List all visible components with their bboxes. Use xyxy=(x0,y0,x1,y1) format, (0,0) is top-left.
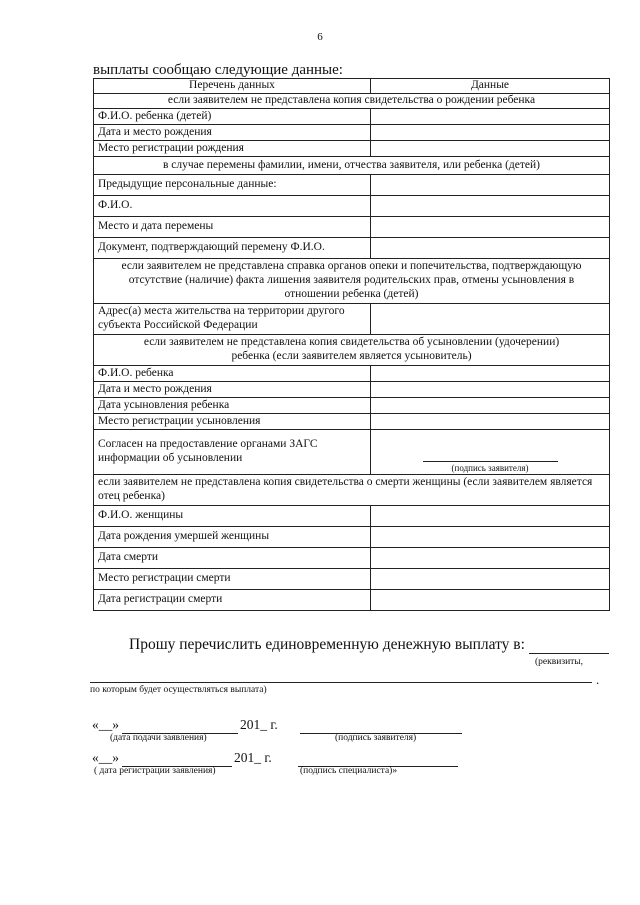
data-table xyxy=(93,78,610,611)
table-row xyxy=(94,506,610,527)
payment-request-text: Прошу перечислить единовременную денежную выплату в: xyxy=(129,636,525,653)
data-cell[interactable] xyxy=(371,548,610,569)
row-label: Адрес(а) места жительства на территории другого субъекта Российской Федерации xyxy=(94,304,371,335)
page-number: 6 xyxy=(317,31,323,43)
requisites-hint-2: по которым будет осуществляться выплата) xyxy=(90,685,267,695)
data-cell[interactable] xyxy=(371,217,610,238)
intro-text: выплаты сообщаю следующие данные: xyxy=(93,62,343,78)
row-label: Ф.И.О. ребенка (детей) xyxy=(94,109,371,125)
row-label: Дата регистрации смерти xyxy=(94,590,371,611)
table-row xyxy=(94,366,610,382)
requisites-line-field[interactable] xyxy=(90,682,592,683)
table-row xyxy=(94,238,610,259)
date-quote-1: «__» xyxy=(92,717,119,732)
table-row xyxy=(94,125,610,141)
data-cell[interactable] xyxy=(371,398,610,414)
year-1: 201_ г. xyxy=(240,717,278,732)
applicant-signature-hint: (подпись заявителя) xyxy=(335,733,417,743)
section-custody-title: если заявителем не представлена справка органов опеки и попечительства, подтверждающую отсутствие (наличие) факта лишения заявителя родительских прав, отмены усыновления в отношении ребенка (детей) xyxy=(94,259,610,304)
table-row xyxy=(94,382,610,398)
section-death-title-row xyxy=(94,475,610,506)
section-birth-title-row xyxy=(94,94,610,109)
table-row xyxy=(94,304,610,335)
table-row xyxy=(94,527,610,548)
row-label: Дата и место рождения xyxy=(94,382,371,398)
section-adoption-title: если заявителем не представлена копия свидетельства об усыновлении (удочерении) ребенка (если заявителем является усыновитель) xyxy=(94,335,610,366)
section-adoption-title-row xyxy=(94,335,610,366)
table-row xyxy=(94,569,610,590)
table-row xyxy=(94,398,610,414)
data-cell[interactable] xyxy=(371,175,610,196)
header-data: Данные xyxy=(371,79,610,94)
row-label: Место регистрации смерти xyxy=(94,569,371,590)
table-row xyxy=(94,141,610,157)
row-label: Ф.И.О. xyxy=(94,196,371,217)
data-cell[interactable] xyxy=(371,238,610,259)
data-cell[interactable] xyxy=(371,590,610,611)
table-row xyxy=(94,175,610,196)
row-label: Документ, подтверждающий перемену Ф.И.О. xyxy=(94,238,371,259)
row-label: Место и дата перемены xyxy=(94,217,371,238)
section-name-change-title-row xyxy=(94,157,610,175)
row-label: Дата и место рождения xyxy=(94,125,371,141)
application-date-hint: (дата подачи заявления) xyxy=(110,733,207,743)
section-birth-title: если заявителем не представлена копия свидетельства о рождении ребенка xyxy=(94,94,610,109)
payment-request xyxy=(129,636,609,654)
data-cell[interactable] xyxy=(371,569,610,590)
consent-label: Согласен на предоставление органами ЗАГС информации об усыновлении xyxy=(94,430,371,475)
row-label: Дата смерти xyxy=(94,548,371,569)
requisites-field[interactable] xyxy=(529,639,609,654)
table-row xyxy=(94,590,610,611)
row-label: Ф.И.О. женщины xyxy=(94,506,371,527)
consent-signature-hint: (подпись заявителя) xyxy=(423,461,558,474)
table-header-row xyxy=(94,79,610,94)
table-row xyxy=(94,109,610,125)
registration-date-hint: ( дата регистрации заявления) xyxy=(94,766,216,776)
data-cell[interactable] xyxy=(371,382,610,398)
specialist-signature-hint: (подпись специалиста)» xyxy=(300,766,398,776)
data-cell[interactable] xyxy=(371,304,610,335)
data-cell[interactable] xyxy=(371,141,610,157)
row-label: Место регистрации рождения xyxy=(94,141,371,157)
date-quote-2: «__» xyxy=(92,750,119,765)
data-cell[interactable] xyxy=(371,527,610,548)
data-cell[interactable] xyxy=(371,366,610,382)
table-row xyxy=(94,414,610,430)
data-cell[interactable] xyxy=(371,506,610,527)
row-label: Место регистрации усыновления xyxy=(94,414,371,430)
data-cell[interactable] xyxy=(371,414,610,430)
table-row xyxy=(94,548,610,569)
requisites-dot: . xyxy=(596,672,600,687)
section-name-change-title: в случае перемены фамилии, имени, отчества заявителя, или ребенка (детей) xyxy=(94,157,610,175)
table-row xyxy=(94,217,610,238)
year-2: 201_ г. xyxy=(234,750,272,765)
row-label: Дата рождения умершей женщины xyxy=(94,527,371,548)
table-row xyxy=(94,196,610,217)
data-cell[interactable] xyxy=(371,109,610,125)
row-label: Предыдущие персональные данные: xyxy=(94,175,371,196)
row-label: Дата усыновления ребенка xyxy=(94,398,371,414)
consent-row xyxy=(94,430,610,475)
row-label: Ф.И.О. ребенка xyxy=(94,366,371,382)
header-list: Перечень данных xyxy=(94,79,371,94)
data-cell[interactable] xyxy=(371,125,610,141)
section-custody-title-row xyxy=(94,259,610,304)
data-cell[interactable] xyxy=(371,196,610,217)
section-death-title: если заявителем не представлена копия свидетельства о смерти женщины (если заявителем является отец ребенка) xyxy=(94,475,610,506)
consent-signature-cell[interactable] xyxy=(371,430,610,475)
requisites-hint: (реквизиты, xyxy=(535,657,584,667)
